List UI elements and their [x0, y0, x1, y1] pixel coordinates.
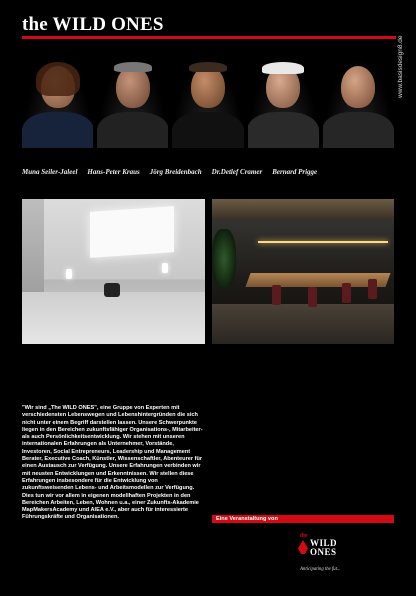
portrait-body — [248, 112, 319, 148]
studio-photo — [22, 199, 205, 344]
logo-the: the — [300, 533, 308, 539]
portrait-head — [116, 66, 150, 108]
room-chair — [272, 285, 281, 305]
portrait-hair — [36, 62, 80, 96]
portrait-hair — [114, 62, 152, 72]
room-ceiling — [212, 199, 394, 219]
logo-wild: WILD — [310, 538, 338, 548]
team-name: Bernard Prigge — [272, 168, 318, 176]
logo-tagline: Anticipating the fut... — [300, 567, 341, 572]
studio-backdrop — [90, 206, 174, 258]
vertical-website-url: www.basisdesign8.de — [397, 35, 404, 98]
team-portraits — [22, 58, 394, 148]
team-name: Hans-Peter Kraus — [87, 168, 140, 176]
portrait-head — [191, 66, 225, 108]
logo-ones: ONES — [310, 547, 337, 557]
room-chair — [342, 283, 351, 303]
portrait-hair — [189, 62, 227, 72]
room-light — [258, 241, 388, 243]
title-underline — [22, 36, 396, 39]
portrait-body — [323, 112, 394, 148]
studio-lamp — [66, 269, 72, 279]
portrait-joerg — [172, 58, 243, 148]
portrait-body — [22, 112, 93, 148]
wild-ones-logo — [296, 530, 356, 576]
event-label: Eine Veranstaltung von — [212, 515, 394, 523]
team-name: Dr.Detlef Cramer — [211, 168, 263, 176]
room-floor — [212, 304, 394, 344]
room-photo — [212, 199, 394, 344]
studio-people — [104, 283, 120, 297]
team-name: Jörg Breidenbach — [149, 168, 202, 176]
logo-emblem-icon — [298, 540, 308, 554]
portrait-body — [172, 112, 243, 148]
portrait-head — [341, 66, 375, 108]
team-names — [22, 168, 396, 176]
room-chair — [308, 287, 317, 307]
room-chair — [368, 279, 377, 299]
studio-lamp — [162, 263, 168, 273]
intro-paragraph: "Wir sind „The WILD ONES", eine Gruppe von Experten mit verschiedensten Lebenswegen und Lebenshintergründen die sich nicht unter einem Begriff darstellen lassen. Unsere Schwerpunkte liegen in den Bereichen zukunftsfähiger Organisations-, Mitarbeiter- als auch Persönlichkeitsentwicklung. Wir stehen mit unseren internationalen Erfahrungen als Unternehmer, Vorstände, Investoren, Social Entrepreneurs, Leadership und Management Berater, Executive Coach, Künstler, Wissenschaftler, Abenteurer für einen Austausch zur Verfügung. Unsere Erfahrungen verbinden wir mit neusten Entwicklungen und Erkenntnissen. Wir stellen diese Erfahrungen insbesondere für die Entwicklung von zukunftsweisenden Lebens- und Arbeitsmodellen zur Verfügung. Dies tun wir vor allem in eigenen modellhaften Projekten in den Bereichen Arbeiten, Leben, Wohnen u.a., einer Zukunfts-Akademie MapMakersAcademy und AIEA e.V., aber auch für interessierte Führungskräfte und Organisationen. — [22, 405, 203, 521]
page-title: the WILD ONES — [22, 14, 164, 35]
studio-wall — [22, 199, 44, 299]
portrait-hans-peter — [97, 58, 168, 148]
portrait-hair — [262, 62, 304, 74]
portrait-body — [97, 112, 168, 148]
portrait-muna — [22, 58, 93, 148]
studio-floor — [22, 292, 205, 344]
team-name: Muna Seiler-Jaleel — [22, 168, 78, 176]
portrait-detlef — [248, 58, 319, 148]
portrait-bernard — [323, 58, 394, 148]
room-plant — [212, 229, 236, 289]
